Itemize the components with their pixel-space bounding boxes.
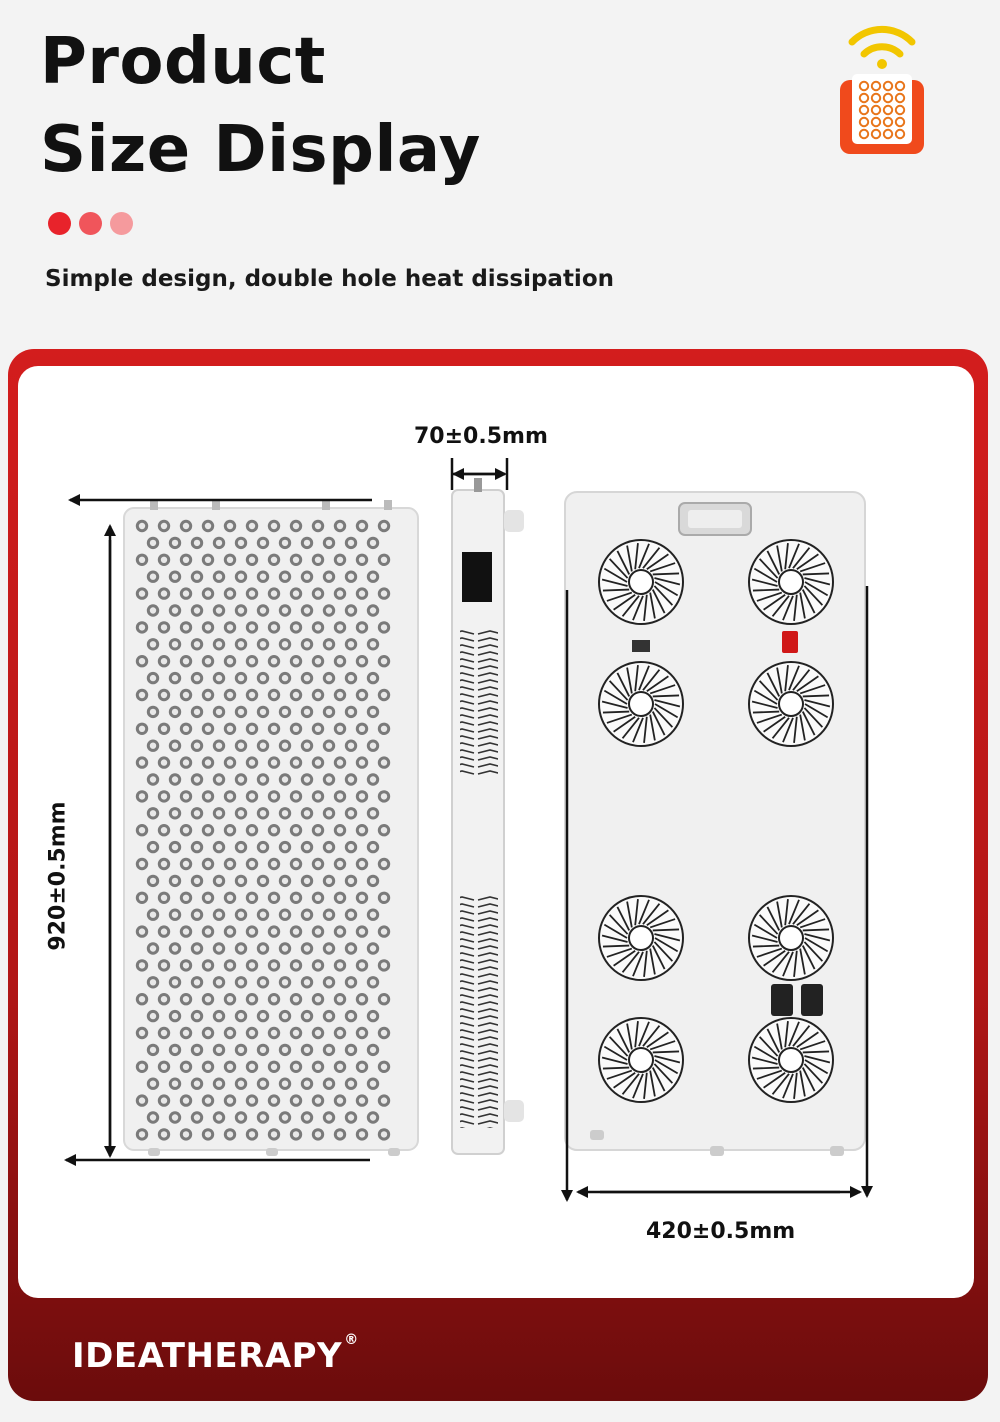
- subtitle: Simple design, double hole heat dissipation: [45, 266, 614, 292]
- page-title: [40, 18, 481, 194]
- brand-logo: [72, 1332, 359, 1376]
- title-line-2: Size Display: [40, 113, 481, 187]
- dot-1: [48, 212, 71, 235]
- brand-name: IDEATHERAPY: [72, 1336, 343, 1376]
- decorative-dots: [48, 212, 133, 235]
- thickness-label: 70±0.5mm: [414, 424, 548, 449]
- registered-mark: ®: [344, 1332, 359, 1348]
- wireless-panel-icon: [836, 20, 928, 158]
- height-label: 920±0.5mm: [45, 801, 71, 951]
- width-label: 420±0.5mm: [646, 1219, 796, 1244]
- title-line-1: Product: [40, 25, 326, 99]
- dot-2: [79, 212, 102, 235]
- dot-3: [110, 212, 133, 235]
- product-canvas: [18, 366, 974, 1298]
